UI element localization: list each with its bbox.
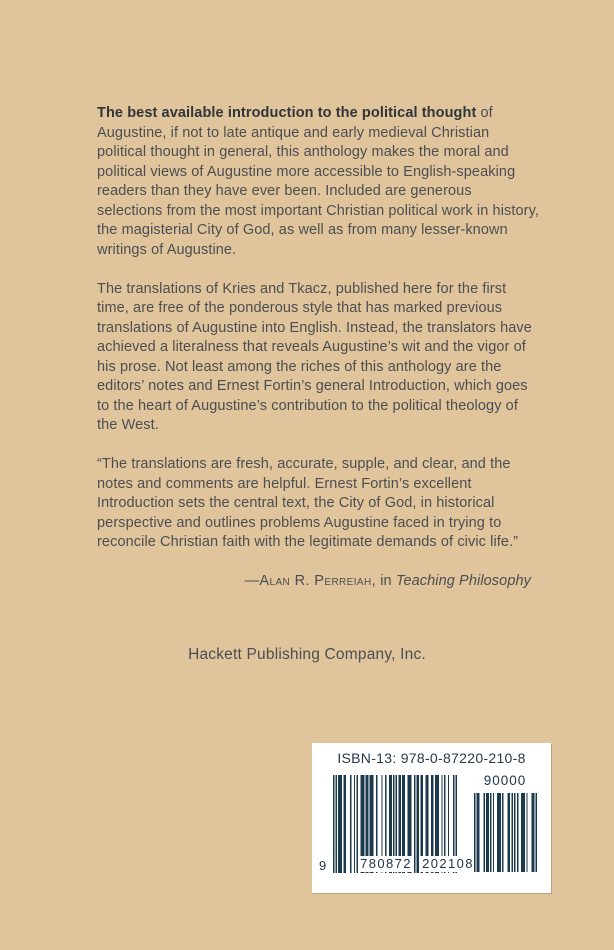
publisher-name: Hackett Publishing Company, Inc. [188,646,426,663]
review-attribution-connector: in [376,573,396,589]
review-quote: “The translations are fresh, accurate, supple, and clear, and the notes and comments are helpful. Ernest Fortin’s excellent Introduction sets the central text, the City of God, in historical perspective and outlines problems Augustine faced in trying to reconcile Christian faith with the legitimate demands of civic life.” [97,456,519,550]
blurb-lead-bold: The best available introduction to the political thought [97,105,477,121]
barcode-digit-lead: 9 [319,858,327,873]
barcode-digit-group-2: 202108 [420,856,476,872]
barcode-addon-label: 90000 [483,773,527,788]
isbn-label: ISBN-13: 978-0-87220-210-8 [337,750,526,766]
back-cover-text [97,104,541,611]
barcode-panel [312,743,551,893]
barcode-digit-group-1: 780872 [358,856,414,872]
price-addon-barcode [474,793,537,872]
blurb-paragraph-1 [97,104,541,260]
review-attribution-source: Teaching Philosophy [395,573,531,589]
blurb-paragraph-2: The translations of Kries and Tkacz, published here for the first time, are free of the ponderous style that has marked previous translations of Augustine into English. Instead, the translators have achieved a literalness that reveals Augustine’s wit and the vigor of his prose. Not least among the riches of this anthology are the editors’ notes and Ernest Fortin’s general Introduction, which goes to the heart of Augustine’s contribution to the political theology of the West. [97,280,532,433]
blurb-paragraph-1-rest: of Augustine, if not to late antique and early medieval Christian political thought in general, this anthology makes the moral and political views of Augustine more accessible to English-speaking readers than they have ever been. Included are generous selections from the most important Christian political work in history, the magisterial City of God, as well as from many lesser-known writings of Augustine. [97,105,539,258]
review-attribution-name: —Alan R. Perreiah, [244,573,377,589]
review-attribution [97,572,541,592]
